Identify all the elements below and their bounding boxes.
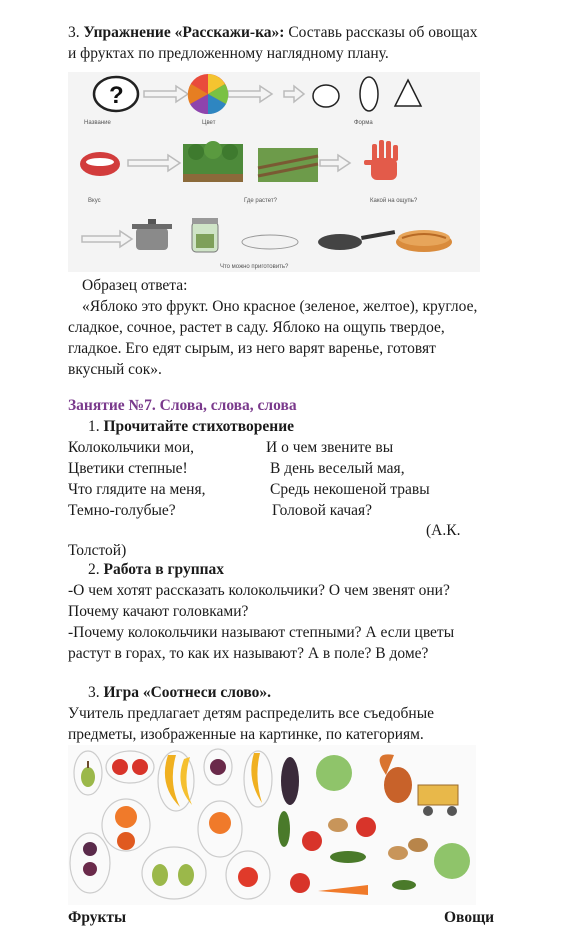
plan-label-name: Название	[84, 120, 111, 126]
apple-icon	[238, 867, 258, 887]
garden-icon	[258, 148, 318, 182]
orange-icon	[209, 812, 231, 834]
task-2-heading	[88, 559, 224, 580]
task-3-line: Учитель предлагает детям распределить все съедобные	[68, 705, 435, 722]
question-icon	[94, 77, 138, 111]
task-3-heading	[88, 682, 271, 703]
tomato-icon	[112, 759, 128, 775]
jar-icon	[192, 218, 218, 252]
task-title: Работа в группах	[103, 561, 225, 578]
poem-line: Средь некошеной травы	[270, 481, 430, 498]
potato-icon	[328, 818, 348, 832]
tomato-icon	[290, 873, 310, 893]
squirrel-icon	[380, 754, 412, 803]
task-title: Прочитайте стихотворение	[103, 418, 295, 435]
plan-label-touch: Какой на ощупь?	[370, 198, 418, 204]
banana-icon	[251, 753, 262, 803]
poem-line: Головой качая?	[272, 502, 373, 519]
oval-icon	[313, 85, 339, 107]
tomato-icon	[356, 817, 376, 837]
task-2-line: -О чем хотят рассказать колокольчики? О чем звенят они?	[68, 582, 450, 599]
fruits-vegetables-image	[68, 745, 476, 905]
task-1-heading	[88, 416, 294, 437]
exercise-title: Упражнение «Расскажи-ка»:	[83, 24, 285, 41]
poem-line: Темно-голубые?	[68, 502, 176, 519]
plum-icon	[210, 759, 226, 775]
exercise-3-line2: и фруктах по предложенному наглядному плану.	[68, 45, 389, 62]
poem-line: В день веселый мая,	[270, 460, 405, 477]
sample-line: «Яблоко это фрукт. Оно красное (зеленое, желтое), круглое,	[82, 298, 478, 315]
cucumber-icon	[278, 811, 290, 847]
fruits-vegetables-drawing	[68, 745, 476, 905]
lesson-title: Занятие №7. Слова, слова, слова	[68, 397, 297, 414]
exercise-number: 3.	[68, 24, 80, 41]
poem-line: Колокольчики мои,	[68, 439, 195, 456]
poem-author: (А.К.	[426, 522, 461, 539]
cabbage-icon	[316, 755, 352, 791]
cucumber-icon	[330, 851, 366, 863]
poem-author-cont: Толстой)	[68, 542, 127, 559]
pie-icon	[396, 230, 452, 252]
task-3-line: предметы, изображенные на картинке, по категориям.	[68, 726, 424, 743]
exercise-3-line1	[68, 22, 478, 43]
sample-line: сладкое, сочное, растет в саду. Яблоко на ощупь твердое,	[68, 319, 445, 336]
cart-icon	[418, 785, 458, 805]
task-2-line: Почему качают головками?	[68, 603, 249, 620]
plan-drawing	[68, 72, 480, 272]
cabbage-icon	[434, 843, 470, 879]
plum-icon	[83, 842, 97, 856]
svg-text:?: ?	[109, 82, 124, 109]
vegetables-label: Овощи	[444, 909, 495, 926]
task-2-line: растут в горах, то как их называют? А в поле? В доме?	[68, 645, 429, 662]
eggplant-icon	[281, 757, 299, 805]
poem-line: Цветики степные!	[68, 460, 188, 477]
cucumber-icon	[392, 880, 416, 890]
pear-icon	[152, 864, 194, 886]
task-title: Игра «Соотнеси слово».	[103, 684, 271, 701]
banana-icon	[180, 757, 192, 805]
plan-label-color: Цвет	[202, 120, 216, 126]
lips-icon	[80, 152, 120, 176]
sample-line: гладкое. Его едят сырым, из него варят варенье, готовят	[68, 340, 436, 357]
carrot-icon	[318, 885, 368, 895]
potato-icon	[388, 846, 408, 860]
plan-label-where: Где растет?	[244, 198, 277, 204]
task-number: 2.	[88, 561, 100, 578]
triangle-icon	[395, 80, 421, 106]
ellipse-icon	[360, 77, 378, 111]
tree-icon	[183, 141, 243, 182]
task-2-line: -Почему колокольчики называют степными? А если цветы	[68, 624, 455, 641]
arrow-icon	[82, 231, 132, 247]
color-wheel-icon	[188, 74, 228, 114]
sample-line: вкусный сок».	[68, 361, 162, 378]
visual-plan-image	[68, 72, 480, 272]
task-number: 3.	[88, 684, 100, 701]
pear-icon	[81, 761, 95, 787]
exercise-intro: Составь рассказы об овощах	[284, 24, 478, 41]
sample-heading: Образец ответа:	[82, 277, 188, 294]
plan-label-taste: Вкус	[88, 198, 101, 204]
banana-icon	[165, 755, 180, 807]
potato-icon	[408, 838, 428, 852]
task-number: 1.	[88, 418, 100, 435]
tomato-icon	[302, 831, 322, 851]
orange-icon	[115, 806, 137, 828]
poem-line: Что глядите на меня,	[68, 481, 206, 498]
hand-icon	[364, 140, 398, 180]
pan-icon	[318, 230, 395, 250]
poem-line: И о чем звените вы	[266, 439, 394, 456]
pot-icon	[132, 219, 172, 250]
plate-icon	[242, 235, 298, 249]
plan-label-cook: Что можно приготовить?	[220, 264, 289, 270]
plan-label-shape: Форма	[354, 120, 373, 126]
fruits-label: Фрукты	[68, 909, 127, 926]
